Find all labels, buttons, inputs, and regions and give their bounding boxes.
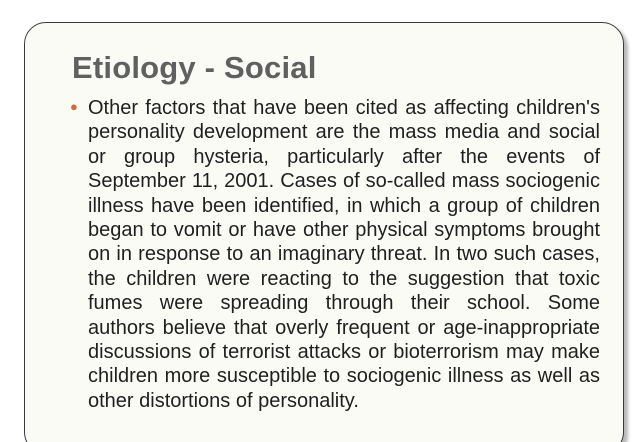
bullet-icon: ●: [70, 99, 78, 114]
slide-title: Etiology - Social: [72, 50, 317, 85]
bullet-text: Other factors that have been cited as affecting children's personality development are the mass media and social or group hysteria, particularly after the events of September 11, 2001. Cases of so-called mass sociogenic illness have been identified, in which a group of children began to vomit or have other physical symptoms brought on in response to an imaginary threat. In two such cases, the children were reacting to the suggestion that toxic fumes were spreading through their school. Some authors believe that overly frequent or age-inappropriate discussions of terrorist attacks or bioterrorism may make children more susceptible to sociogenic illness as well as other distortions of personality.: [88, 97, 600, 412]
